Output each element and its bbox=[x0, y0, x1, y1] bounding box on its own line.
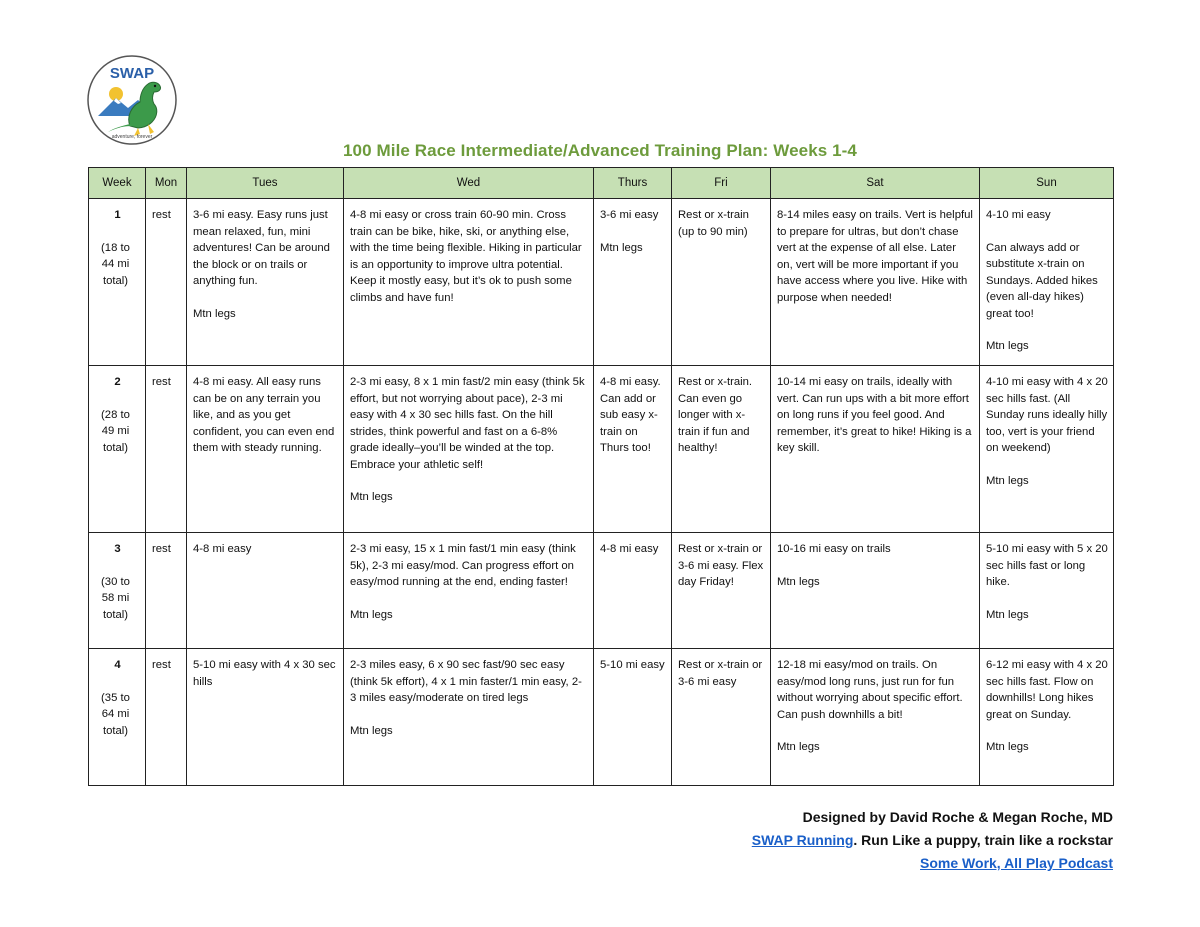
workout-text: 10-16 mi easy on trails bbox=[777, 543, 891, 555]
week-total: (35 to 64 mi total) bbox=[101, 691, 130, 737]
swap-running-link[interactable]: SWAP Running bbox=[751, 832, 854, 848]
sat-cell bbox=[771, 199, 980, 366]
thurs-cell bbox=[594, 533, 672, 649]
table-row bbox=[89, 533, 1114, 649]
header-fri: Fri bbox=[672, 168, 771, 199]
workout-text: 4-8 mi easy bbox=[193, 543, 252, 555]
workout-text: 2-3 mi easy, 8 x 1 min fast/2 min easy (think 5k effort, but not worrying about pace), 2-3 mi easy with 4 x 30 sec hills fast. On the hill strides, think powerful and fast on a 6-8% grade ideally–you’ll be winded at the top. Embrace your athletic self! bbox=[350, 376, 585, 471]
workout-text: 5-10 mi easy with 4 x 30 sec hills bbox=[193, 659, 336, 688]
workout-text: 4-8 mi easy. All easy runs can be on any terrain you like, and as you get confident, you can even end them with steady running. bbox=[193, 376, 335, 454]
tues-cell bbox=[187, 649, 344, 786]
tagline-line bbox=[752, 829, 1113, 852]
fri-cell bbox=[672, 649, 771, 786]
sat-cell bbox=[771, 649, 980, 786]
podcast-line bbox=[752, 852, 1113, 875]
workout-note: Mtn legs bbox=[986, 608, 1029, 621]
workout-note: Mtn legs bbox=[777, 575, 820, 588]
workout-note: Mtn legs bbox=[986, 741, 1029, 753]
swap-logo bbox=[86, 54, 178, 146]
workout-text: 12-18 mi easy/mod on trails. On easy/mod long runs, just run for fun without worrying about specific effort. Can push downhills a bit! bbox=[777, 659, 963, 721]
workout-text: 2-3 miles easy, 6 x 90 sec fast/90 sec easy (think 5k effort), 4 x 1 min faster/1 min easy, 2-3 miles easy/moderate on tired legs bbox=[350, 659, 582, 704]
sun-cell bbox=[980, 533, 1114, 649]
fri-cell bbox=[672, 533, 771, 649]
logo-text: SWAP bbox=[109, 65, 155, 82]
workout-text: 3-6 mi easy bbox=[600, 209, 659, 221]
thurs-cell bbox=[594, 366, 672, 533]
workout-text: 4-8 mi easy or cross train 60-90 min. Cross train can be bike, hike, ski, or anything else, with the time being flexible. Hiking in particular is an opportunity to improve ultra potential. Keep it mostly easy, but it’s ok to push some climbs and have fun! bbox=[350, 209, 582, 304]
sat-cell bbox=[771, 366, 980, 533]
workout-text: 6-12 mi easy with 4 x 20 sec hills fast. Flow on downhills! Long hikes great on Sunday. bbox=[986, 659, 1108, 721]
mon-cell: rest bbox=[146, 533, 187, 649]
footer bbox=[752, 806, 1113, 875]
workout-text: 3-6 mi easy. Easy runs just mean relaxed, fun, mini adventures! Can be around the block or on trails or anything fun. bbox=[193, 209, 330, 287]
tues-cell bbox=[187, 199, 344, 366]
week-cell bbox=[89, 649, 146, 786]
week-number: 1 bbox=[114, 209, 121, 221]
week-number: 2 bbox=[114, 376, 121, 388]
week-cell bbox=[89, 366, 146, 533]
workout-text: 5-10 mi easy with 5 x 20 sec hills fast or long hike. bbox=[986, 543, 1108, 588]
workout-text: 4-8 mi easy. Can add or sub easy x-train on Thurs too! bbox=[600, 376, 661, 454]
workout-note: Can always add or substitute x-train on Sundays. Added hikes (even all-day hikes) great too! bbox=[986, 241, 1098, 320]
mon-cell: rest bbox=[146, 199, 187, 366]
week-number: 3 bbox=[114, 543, 121, 555]
training-plan-table bbox=[88, 167, 1114, 786]
workout-note: Mtn legs bbox=[350, 608, 393, 621]
wed-cell bbox=[344, 649, 594, 786]
swap-dino-logo-icon bbox=[86, 54, 178, 146]
workout-note: Mtn legs bbox=[350, 491, 393, 503]
sun-cell bbox=[980, 649, 1114, 786]
workout-text: Rest or x-train. Can even go longer with x-train if fun and healthy! bbox=[678, 376, 753, 454]
workout-text: 4-8 mi easy bbox=[600, 543, 659, 555]
workout-note: Mtn legs bbox=[777, 741, 820, 753]
week-total: (18 to 44 mi total) bbox=[101, 241, 130, 287]
workout-note: Mtn legs bbox=[193, 307, 236, 320]
workout-text: 10-14 mi easy on trails, ideally with vert. Can run ups with a bit more effort on long runs if you feel good. And remember, it’s great to hike! Hiking is a key skill. bbox=[777, 376, 972, 454]
logo-subtext: adventure, forever bbox=[111, 134, 153, 140]
header-sat: Sat bbox=[771, 168, 980, 199]
week-cell bbox=[89, 199, 146, 366]
mon-cell: rest bbox=[146, 649, 187, 786]
thurs-cell bbox=[594, 199, 672, 366]
page-title: 100 Mile Race Intermediate/Advanced Training Plan: Weeks 1-4 bbox=[343, 141, 857, 160]
table-row bbox=[89, 649, 1114, 786]
header-wed: Wed bbox=[344, 168, 594, 199]
workout-text: 8-14 miles easy on trails. Vert is helpful to prepare for ultras, but don’t chase vert at the expense of all else. Later on, vert will be more important if you have access where you live. Hike with purpose when needed! bbox=[777, 209, 973, 304]
thurs-cell bbox=[594, 649, 672, 786]
header-week: Week bbox=[89, 168, 146, 199]
workout-note: Mtn legs bbox=[350, 724, 393, 737]
workout-note: Mtn legs bbox=[600, 241, 643, 254]
header-mon: Mon bbox=[146, 168, 187, 199]
fri-cell bbox=[672, 366, 771, 533]
header-tues: Tues bbox=[187, 168, 344, 199]
table-row bbox=[89, 366, 1114, 533]
workout-text: 5-10 mi easy bbox=[600, 659, 665, 671]
tues-cell bbox=[187, 533, 344, 649]
tagline-text: . Run Like a puppy, train like a rockstar bbox=[853, 832, 1113, 848]
week-total: (30 to 58 mi total) bbox=[101, 575, 130, 621]
wed-cell bbox=[344, 533, 594, 649]
workout-text: Rest or x-train (up to 90 min) bbox=[678, 209, 749, 238]
wed-cell bbox=[344, 366, 594, 533]
designed-by-text: Designed by David Roche & Megan Roche, MD bbox=[802, 809, 1113, 825]
mon-cell: rest bbox=[146, 366, 187, 533]
workout-text: 2-3 mi easy, 15 x 1 min fast/1 min easy (think 5k), 2-3 mi easy/mod. Can progress effort on easy/mod running at the end, ending faster! bbox=[350, 543, 576, 588]
sat-cell bbox=[771, 533, 980, 649]
workout-text: 4-10 mi easy bbox=[986, 209, 1051, 221]
workout-text: Rest or x-train or 3-6 mi easy bbox=[678, 659, 763, 688]
week-number: 4 bbox=[114, 659, 121, 671]
podcast-link[interactable]: Some Work, All Play Podcast bbox=[920, 855, 1113, 871]
wed-cell bbox=[344, 199, 594, 366]
header-thurs: Thurs bbox=[594, 168, 672, 199]
tues-cell bbox=[187, 366, 344, 533]
header-sun: Sun bbox=[980, 168, 1114, 199]
workout-text: 4-10 mi easy with 4 x 20 sec hills fast. (All Sunday runs ideally hilly too, vert is your friend on weekend) bbox=[986, 376, 1108, 454]
header-row bbox=[89, 168, 1114, 199]
week-cell bbox=[89, 533, 146, 649]
sun-cell bbox=[980, 366, 1114, 533]
week-total: (28 to 49 mi total) bbox=[101, 408, 130, 454]
sun-cell bbox=[980, 199, 1114, 366]
workout-text: Rest or x-train or 3-6 mi easy. Flex day Friday! bbox=[678, 543, 764, 588]
table-row bbox=[89, 199, 1114, 366]
workout-note: Mtn legs bbox=[986, 474, 1029, 487]
fri-cell bbox=[672, 199, 771, 366]
workout-note: Mtn legs bbox=[986, 340, 1029, 352]
